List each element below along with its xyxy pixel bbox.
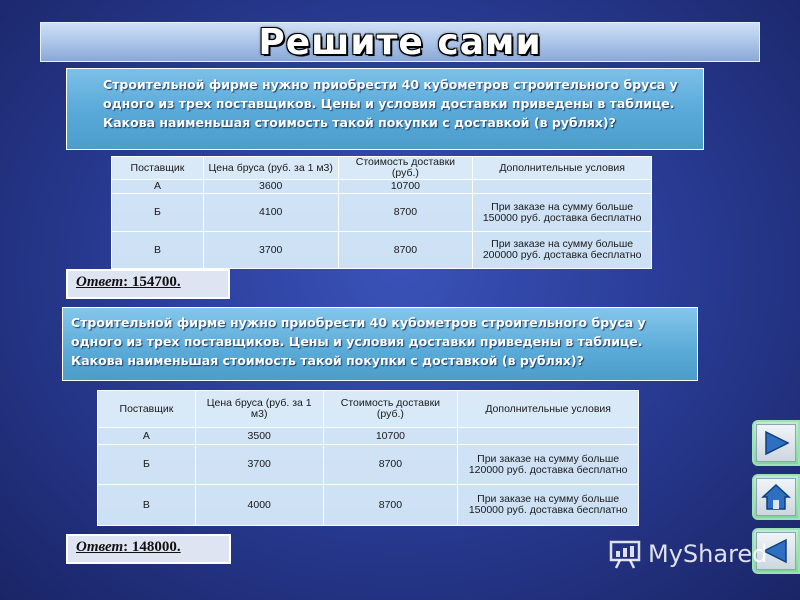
- header-delivery: Стоимость доставки (руб.): [323, 391, 458, 428]
- slide-title-bar: [40, 22, 760, 62]
- cell-supplier: А: [112, 180, 204, 194]
- table-row: [98, 485, 639, 526]
- home-button[interactable]: [752, 474, 800, 520]
- cell-delivery: 8700: [338, 232, 473, 269]
- problem-1-text: [66, 68, 704, 150]
- myshared-watermark: [608, 536, 767, 572]
- problem-1-answer: [66, 269, 230, 299]
- header-price: Цена бруса (руб. за 1 м3): [203, 157, 338, 180]
- problem-2-line: одного из трех поставщиков. Цены и условия доставки приведены в таблице.: [71, 334, 643, 349]
- answer-value: : 148000.: [123, 539, 181, 555]
- cell-supplier: В: [98, 485, 196, 526]
- watermark-text: MyShared: [648, 540, 768, 568]
- cell-price: 3700: [195, 445, 323, 485]
- answer-label: Ответ: [76, 539, 124, 555]
- cell-supplier: В: [112, 232, 204, 269]
- problem-2-line: Строительной фирме нужно приобрести 40 кубометров строительного бруса у: [71, 315, 646, 330]
- cell-price: 4000: [195, 485, 323, 526]
- table-row: [98, 445, 639, 485]
- problem-2-answer: [66, 534, 231, 564]
- play-triangle-icon: [762, 430, 790, 456]
- cell-delivery: 8700: [338, 194, 473, 232]
- cell-conditions: При заказе на сумму больше 200000 руб. доставка бесплатно: [473, 232, 652, 269]
- problem-2-table: [97, 390, 639, 526]
- cell-delivery: 10700: [338, 180, 473, 194]
- cell-supplier: А: [98, 428, 196, 445]
- problem-2-text: [62, 307, 698, 381]
- cell-delivery: 8700: [323, 445, 458, 485]
- cell-conditions: При заказе на сумму больше 120000 руб. доставка бесплатно: [458, 445, 639, 485]
- cell-conditions: [458, 428, 639, 445]
- table-row: [112, 194, 652, 232]
- problem-1-line: Строительной фирме нужно приобрести 40 кубометров строительного бруса у: [103, 77, 678, 92]
- cell-conditions: [473, 180, 652, 194]
- cell-delivery: 8700: [323, 485, 458, 526]
- table-header-row: [98, 391, 639, 428]
- header-conditions: Дополнительные условия: [458, 391, 639, 428]
- cell-conditions: При заказе на сумму больше 150000 руб. доставка бесплатно: [458, 485, 639, 526]
- cell-delivery: 10700: [323, 428, 458, 445]
- answer-label: Ответ: [76, 274, 124, 290]
- cell-supplier: Б: [112, 194, 204, 232]
- slide-title: Решите сами: [258, 21, 542, 63]
- home-icon: [761, 483, 791, 511]
- header-delivery: Стоимость доставки (руб.): [338, 157, 473, 180]
- cell-price: 3500: [195, 428, 323, 445]
- problem-1-table: [111, 156, 652, 269]
- header-supplier: Поставщик: [98, 391, 196, 428]
- problem-1-line: одного из трех поставщиков. Цены и условия доставки приведены в таблице.: [103, 96, 675, 111]
- table-row: [98, 428, 639, 445]
- cell-price: 3700: [203, 232, 338, 269]
- cell-supplier: Б: [98, 445, 196, 485]
- problem-1-line: Какова наименьшая стоимость такой покупки с доставкой (в рублях)?: [103, 115, 616, 130]
- cell-conditions: При заказе на сумму больше 150000 руб. доставка бесплатно: [473, 194, 652, 232]
- header-supplier: Поставщик: [112, 157, 204, 180]
- table-header-row: [112, 157, 652, 180]
- answer-value: : 154700.: [123, 274, 181, 290]
- cell-price: 3600: [203, 180, 338, 194]
- next-slide-button[interactable]: [752, 420, 800, 466]
- table-row: [112, 180, 652, 194]
- problem-2-line: Какова наименьшая стоимость такой покупки с доставкой (в рублях)?: [71, 353, 584, 368]
- header-price: Цена бруса (руб. за 1 м3): [195, 391, 323, 428]
- table-row: [112, 232, 652, 269]
- presentation-board-icon: [608, 538, 642, 570]
- cell-price: 4100: [203, 194, 338, 232]
- header-conditions: Дополнительные условия: [473, 157, 652, 180]
